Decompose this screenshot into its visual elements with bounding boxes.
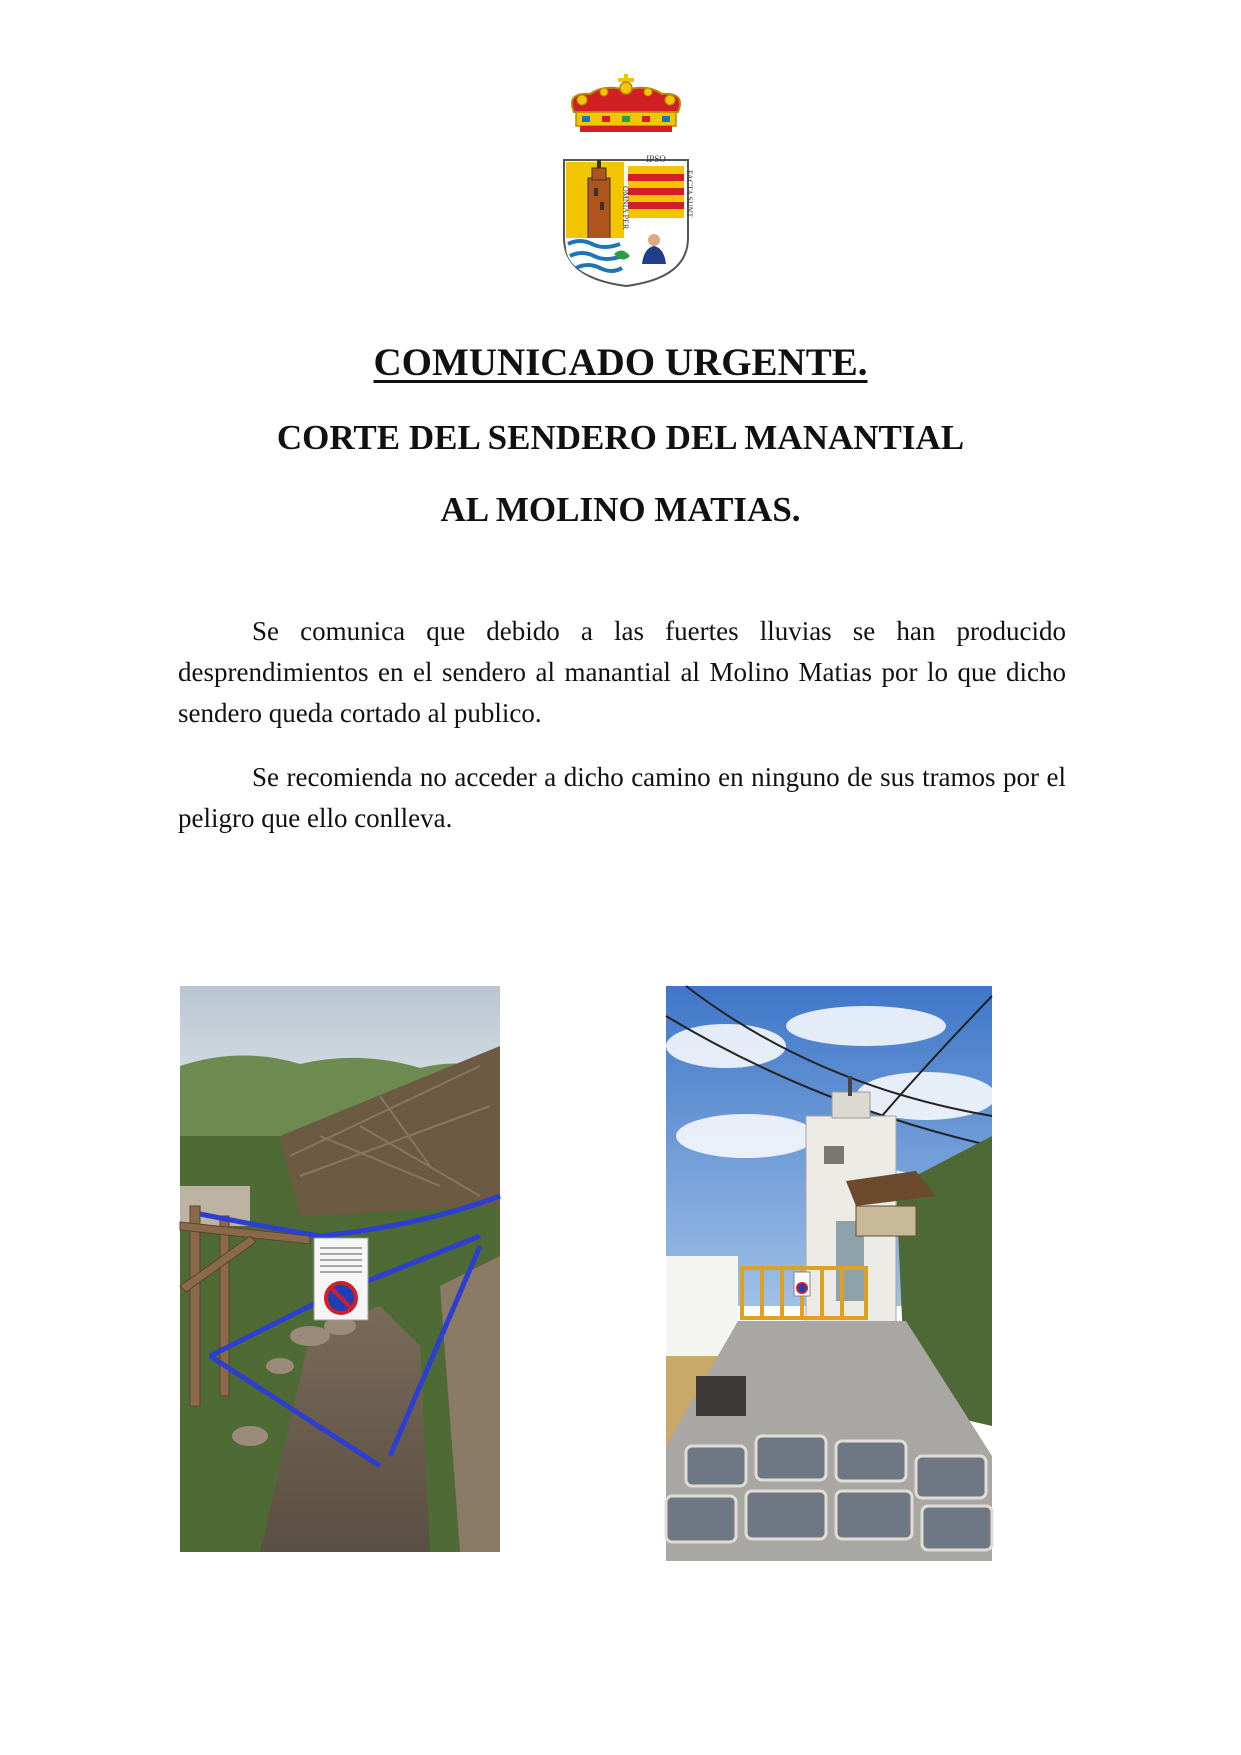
page-title: COMUNICADO URGENTE. bbox=[373, 341, 868, 384]
shield-icon bbox=[564, 154, 694, 286]
coat-of-arms-logo bbox=[560, 78, 692, 290]
body-paragraph-2: Se recomienda no acceder a dicho camino en ninguno de sus tramos por el peligro que ello conlleva. bbox=[178, 762, 1066, 833]
subtitle-line-1: CORTE DEL SENDERO DEL MANANTIAL bbox=[276, 418, 965, 457]
crest-motto-top: IPSO bbox=[646, 154, 666, 164]
photo-trail-closed bbox=[180, 986, 500, 1552]
crown-icon bbox=[572, 74, 680, 132]
body-paragraph-1: Se comunica que debido a las fuertes lluvias se han producido desprendimientos en el sendero al manantial al Molino Matias por lo que dicho sendero queda cortado al publico. bbox=[178, 616, 1066, 728]
subtitle-line-2: AL MOLINO MATIAS. bbox=[440, 490, 801, 529]
photo-barrier-closed bbox=[666, 986, 992, 1561]
crest-motto-left: OMNIA PER bbox=[621, 186, 630, 230]
crest-motto-right: FACTA SUNT bbox=[685, 170, 694, 218]
